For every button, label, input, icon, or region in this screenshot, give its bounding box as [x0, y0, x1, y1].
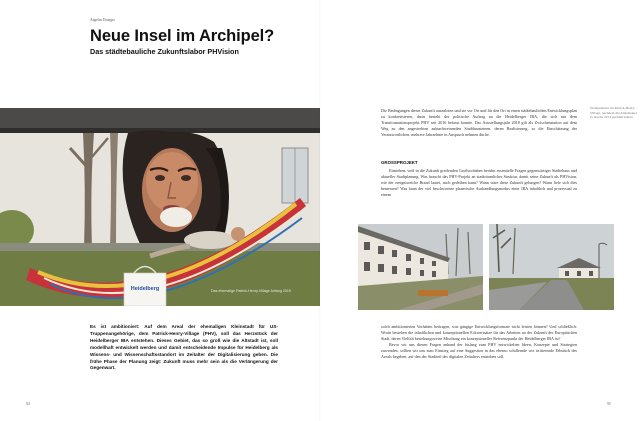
photo-empty-street [489, 224, 614, 310]
body-intro: Die Bedingungen dieser Zukunft auszuloten und sie vor Ort und für den Ort in einen städtebaulichen Entwicklungsplan zu konkretisieren, darin besteht der politische Auftrag an die Heidelberger IBA, die sich mit dem Transformationsprojekt PHV seit 2016 befasst konnte. Das Ausstellungsjahr 2018 gilt als Zwischenstation auf dem Weg zu den angestrebten zukunftweisenden Stadtbausteinen, deren Realisierung, so die Einschätzung der Verantwortlichen, mehrere Jahrzehnte in Anspruch nehmen dürfte. [381, 108, 577, 138]
article-title: Neue Insel im Archipel? [90, 27, 275, 45]
continuation-paragraph-1: solch ambitionierten Vorhaben beitragen, was gängige Entwicklungsformate nicht leisten können? Und schließlich: Worin bestehen die inhaltlichen und konzeptionellen Eckwertsätze für das Arbeiten an der Zukunft der Europäischen Stadt, deren Vielfalt bestehungsweise Mischung ein konzeptioneller Referenzpunkt der Heidelberger IBA ist? [381, 324, 577, 342]
body-continuation [381, 324, 577, 361]
section-heading: GROSSPROJEKT [381, 160, 418, 165]
side-caption: Wohnquartier im Patrick-Henry-Village, nachdem die Amerikaner es bereits 2014 geräumt hatten [590, 106, 638, 120]
section-body: Einstehen, weil in die Zukunft greifenden Großvorhaben berührt essentielle Fragen gegenwärtiger Städtebaus und aktueller Stadtplanung. Was braucht das PHV-Projekt an stadträumlicher Struktur, damit seine Zukunft als PHVision, wie der ereignisreiche Brand lautet, auch gedeihen kann? Wann wäre diese Zukunft gelungen? Wann fiele sich dies bemessen? Was kann der viel beschworene planerische Aushandlungsmodus einer IBA inhaltlich und prozessual zu einem [381, 168, 577, 198]
photo-caption: Das ehemalige Patrick-Henry-Village Anfang 2019 [211, 289, 291, 293]
author-name: Angelus Eisinger [90, 18, 115, 22]
page-number-left: 94 [26, 402, 30, 406]
spread-gutter [319, 0, 321, 421]
hero-photo-mural-hammock [0, 108, 320, 306]
page-number-right: 95 [607, 402, 611, 406]
bag-logo-text: Heidelberg [130, 286, 160, 292]
continuation-paragraph-2: Bevor wir uns diesen Fragen anhand der bislang zum PHV entwickelten Ideen, Konzepte und Strategien zuwenden, sollten wir uns zum Einstieg auf eine Suggestion in das ebenso schillernde wie irritierende Erbstück des Areals begeben, auf den der Stadtteil des digitalen Zeitalters entstehen soll. [381, 342, 577, 360]
article-subtitle: Das städtebauliche Zukunftslabor PHVision [90, 47, 239, 56]
lead-paragraph: Es ist ambitioniert: Auf dem Areal der ehemaligen Kleinstadt für US-Truppenangehörige, dem Patrick-Henry-Village (PHV), soll das Herzstück der Heidelberger IBA entstehen. Dieses Gebiet, das so groß wie die Altstadt ist, soll modellhaft entwickelt werden und damit entscheidende Impulse für Heidelberg als Wissens- und Wissenschaftsstandort im Zeitalter der Digitalisierung geben. Die frühe Phase der Planung zeigt: Zukunft muss mehr sein als die Verlängerung der Gegenwart. [90, 324, 278, 371]
photo-housing-row [358, 224, 483, 310]
